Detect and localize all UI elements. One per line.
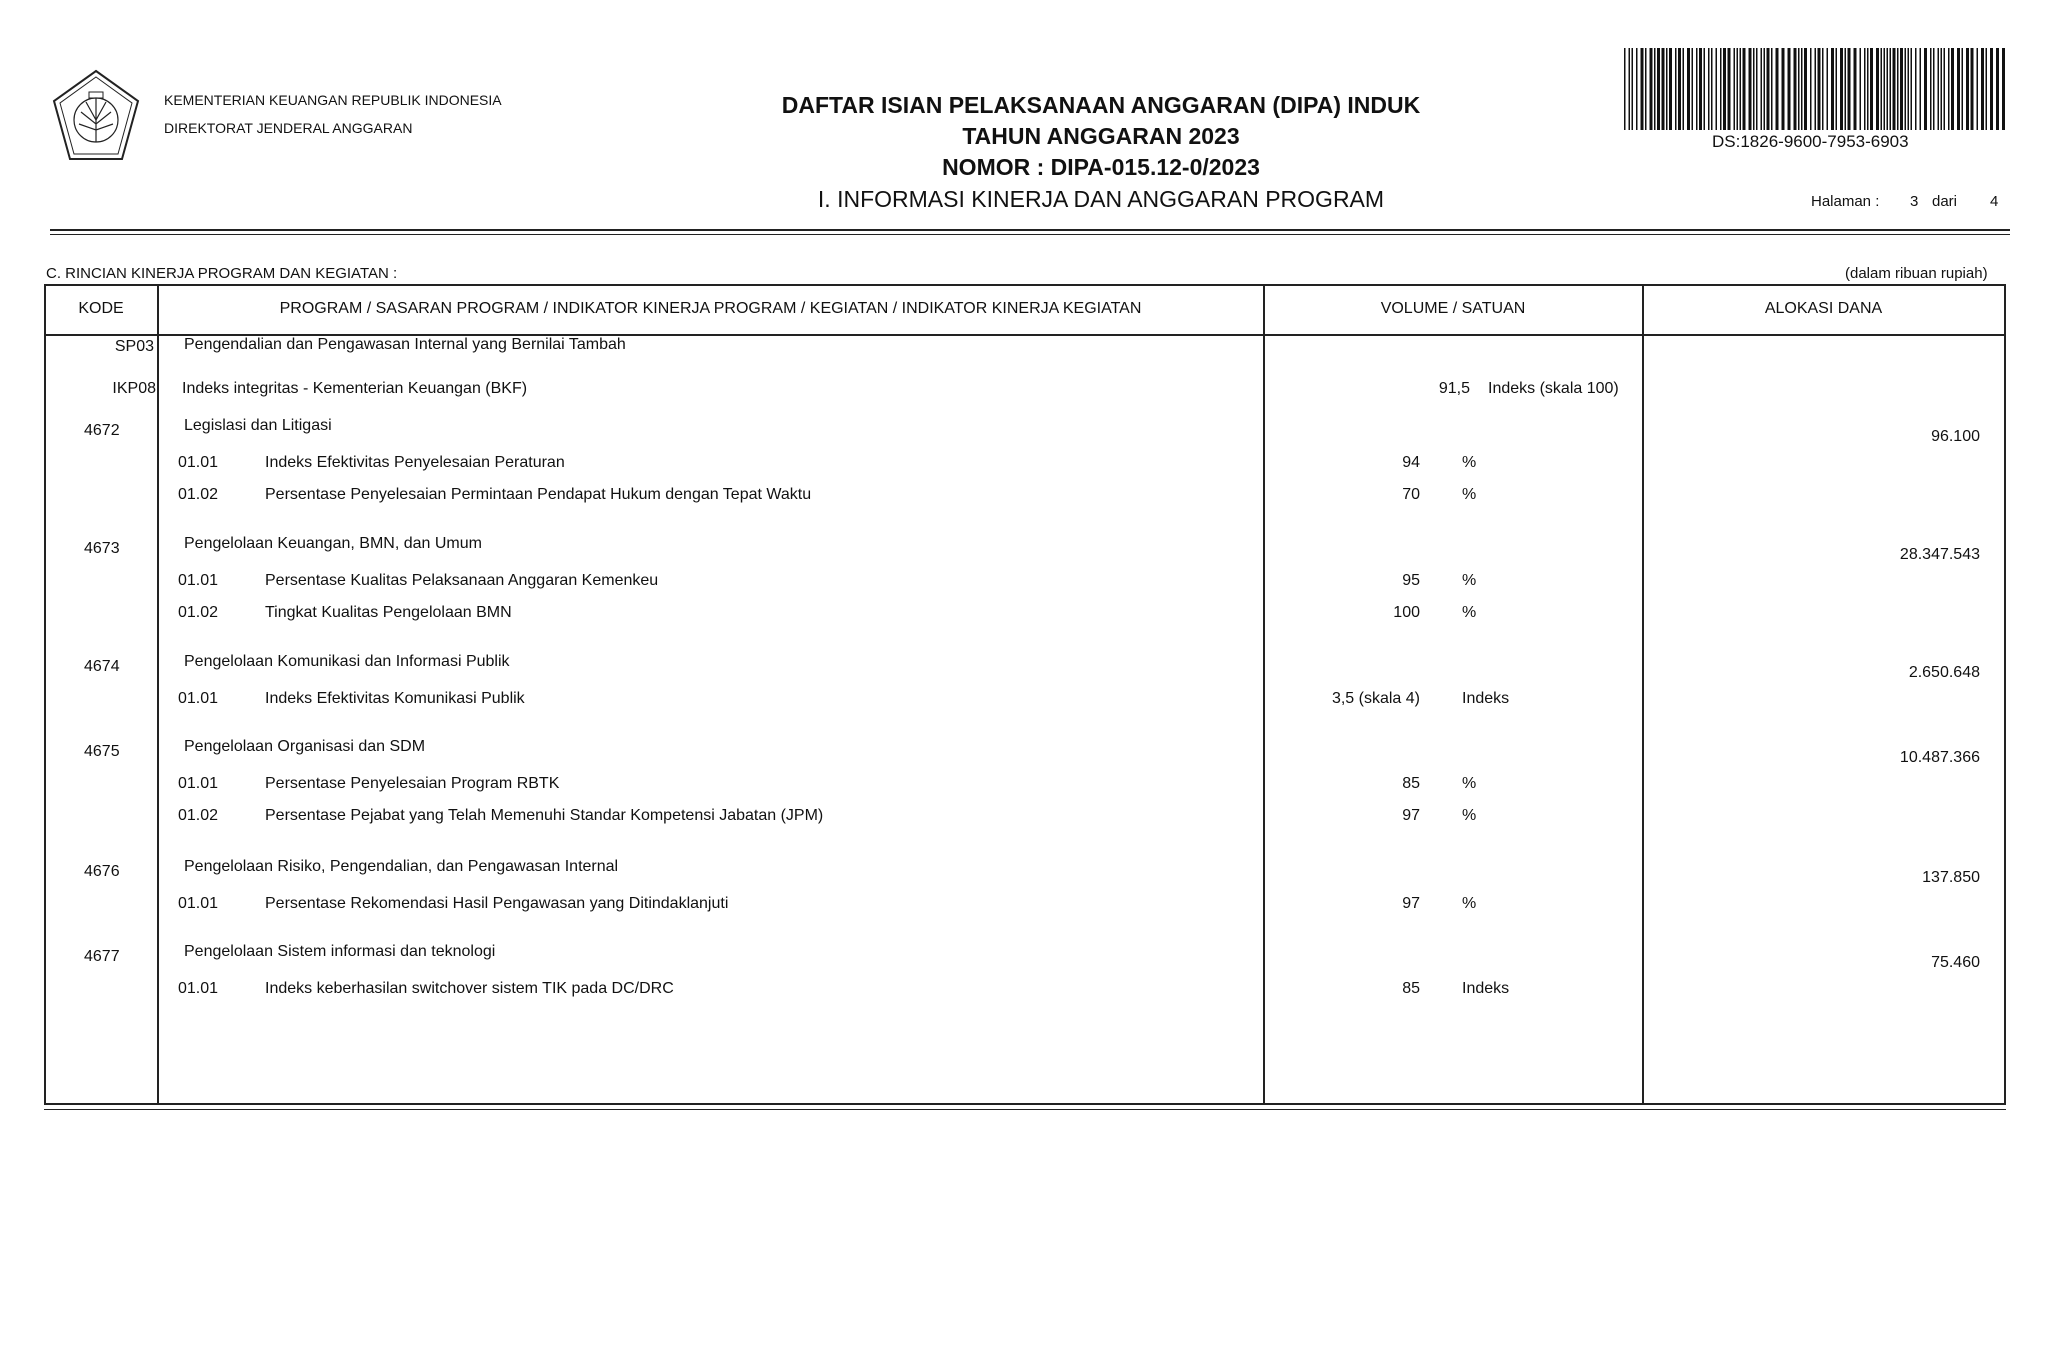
row-satuan: % — [1462, 486, 1477, 503]
table-left-border — [44, 284, 46, 1105]
row-no: 01.01 — [178, 454, 219, 471]
row-uraian: Tingkat Kualitas Pengelolaan BMN — [265, 604, 512, 621]
document-title: DAFTAR ISIAN PELAKSANAAN ANGGARAN (DIPA) INDUK — [781, 92, 1421, 118]
column-divider-volume — [1642, 284, 1644, 1105]
row-alokasi: 137.850 — [1922, 869, 1980, 886]
row-alokasi: 75.460 — [1931, 954, 1980, 971]
row-uraian: Pengelolaan Keuangan, BMN, dan Umum — [184, 535, 482, 552]
row-satuan: % — [1462, 454, 1477, 471]
row-uraian: Pengelolaan Risiko, Pengendalian, dan Pengawasan Internal — [184, 858, 619, 875]
row-no: 01.02 — [178, 807, 219, 824]
row-uraian: Indeks Efektivitas Penyelesaian Peraturan — [265, 454, 565, 471]
page-label: Halaman : — [1811, 193, 1880, 210]
row-no: 01.01 — [178, 572, 219, 589]
row-satuan: % — [1462, 895, 1477, 912]
row-kode: 4675 — [84, 743, 120, 760]
section-subtitle: I. INFORMASI KINERJA DAN ANGGARAN PROGRAM — [817, 186, 1385, 212]
row-kode: 4674 — [84, 658, 120, 675]
page-of-label: dari — [1932, 193, 1958, 210]
row-kode: 4673 — [84, 540, 120, 557]
row-no: 01.01 — [178, 895, 219, 912]
row-volume: 94 — [1402, 454, 1420, 471]
row-alokasi: 96.100 — [1931, 428, 1980, 445]
row-uraian: Persentase Penyelesaian Program RBTK — [265, 775, 560, 792]
header-program: PROGRAM / SASARAN PROGRAM / INDIKATOR KINERJA PROGRAM / KEGIATAN / INDIKATOR KINERJA KEGIATAN — [279, 300, 1142, 317]
row-satuan: Indeks — [1462, 690, 1510, 707]
row-no: 01.02 — [178, 486, 219, 503]
row-satuan: % — [1462, 572, 1477, 589]
row-kode: SP03 — [114, 338, 154, 355]
row-volume: 70 — [1402, 486, 1420, 503]
row-volume: 91,5 — [1438, 380, 1470, 397]
header-divider-thin — [50, 234, 2010, 235]
table-bottom-border-thin — [44, 1109, 2006, 1110]
row-uraian: Indeks keberhasilan switchover sistem TIK pada DC/DRC — [265, 980, 674, 997]
ds-code: DS:1826-9600-7953-6903 — [1712, 132, 1909, 151]
row-kode: IKP08 — [112, 380, 156, 397]
row-satuan: Indeks (skala 100) — [1488, 380, 1619, 397]
row-satuan: % — [1462, 604, 1477, 621]
header-kode: KODE — [78, 300, 124, 317]
row-kode: 4677 — [84, 948, 120, 965]
ministry-logo — [51, 68, 141, 164]
row-no: 01.01 — [178, 980, 219, 997]
row-uraian: Pengendalian dan Pengawasan Internal yang Bernilai Tambah — [184, 336, 626, 353]
column-divider-program — [1263, 284, 1265, 1105]
row-uraian: Pengelolaan Sistem informasi dan teknologi — [184, 943, 496, 960]
table-top-border — [44, 284, 2006, 286]
row-alokasi: 2.650.648 — [1908, 664, 1980, 681]
row-kode: 4676 — [84, 863, 120, 880]
row-kode: 4672 — [84, 422, 120, 439]
table-right-border — [2004, 284, 2006, 1105]
row-uraian: Persentase Pejabat yang Telah Memenuhi Standar Kompetensi Jabatan (JPM) — [265, 807, 824, 824]
row-no: 01.01 — [178, 775, 219, 792]
row-volume: 95 — [1402, 572, 1420, 589]
row-satuan: % — [1462, 775, 1477, 792]
directorate-name: DIREKTORAT JENDERAL ANGGARAN — [164, 120, 413, 136]
row-uraian: Pengelolaan Komunikasi dan Informasi Publik — [184, 653, 510, 670]
row-volume: 85 — [1402, 775, 1420, 792]
row-uraian: Pengelolaan Organisasi dan SDM — [184, 738, 426, 755]
row-uraian: Persentase Kualitas Pelaksanaan Anggaran Kemenkeu — [265, 572, 659, 589]
row-satuan: Indeks — [1462, 980, 1510, 997]
section-title: C. RINCIAN KINERJA PROGRAM DAN KEGIATAN : — [46, 265, 398, 282]
row-alokasi: 28.347.543 — [1899, 546, 1980, 563]
document-number: NOMOR : DIPA-015.12-0/2023 — [942, 154, 1260, 180]
row-uraian: Persentase Rekomendasi Hasil Pengawasan yang Ditindaklanjuti — [265, 895, 729, 912]
header-divider — [50, 229, 2010, 231]
row-alokasi: 10.487.366 — [1899, 749, 1980, 766]
row-uraian: Legislasi dan Litigasi — [184, 417, 332, 434]
row-no: 01.01 — [178, 690, 219, 707]
header-alokasi: ALOKASI DANA — [1764, 300, 1883, 317]
row-no: 01.02 — [178, 604, 219, 621]
fiscal-year: TAHUN ANGGARAN 2023 — [962, 123, 1240, 149]
row-volume: 97 — [1402, 807, 1420, 824]
page-total: 4 — [1990, 193, 1999, 210]
row-uraian: Indeks Efektivitas Komunikasi Publik — [265, 690, 525, 707]
row-volume: 100 — [1393, 604, 1420, 621]
table-bottom-border — [44, 1103, 2006, 1105]
row-volume: 85 — [1402, 980, 1420, 997]
header-volume: VOLUME / SATUAN — [1380, 300, 1526, 317]
row-uraian: Persentase Penyelesaian Permintaan Pendapat Hukum dengan Tepat Waktu — [265, 486, 812, 503]
row-satuan: % — [1462, 807, 1477, 824]
row-volume: 3,5 (skala 4) — [1331, 690, 1420, 707]
barcode — [1622, 48, 2010, 132]
ministry-name: KEMENTERIAN KEUANGAN REPUBLIK INDONESIA — [164, 92, 502, 108]
unit-note: (dalam ribuan rupiah) — [1845, 265, 1988, 282]
row-uraian: Indeks integritas - Kementerian Keuangan (BKF) — [182, 380, 528, 397]
column-divider-kode — [157, 284, 159, 1105]
row-volume: 97 — [1402, 895, 1420, 912]
page-current: 3 — [1910, 193, 1919, 210]
